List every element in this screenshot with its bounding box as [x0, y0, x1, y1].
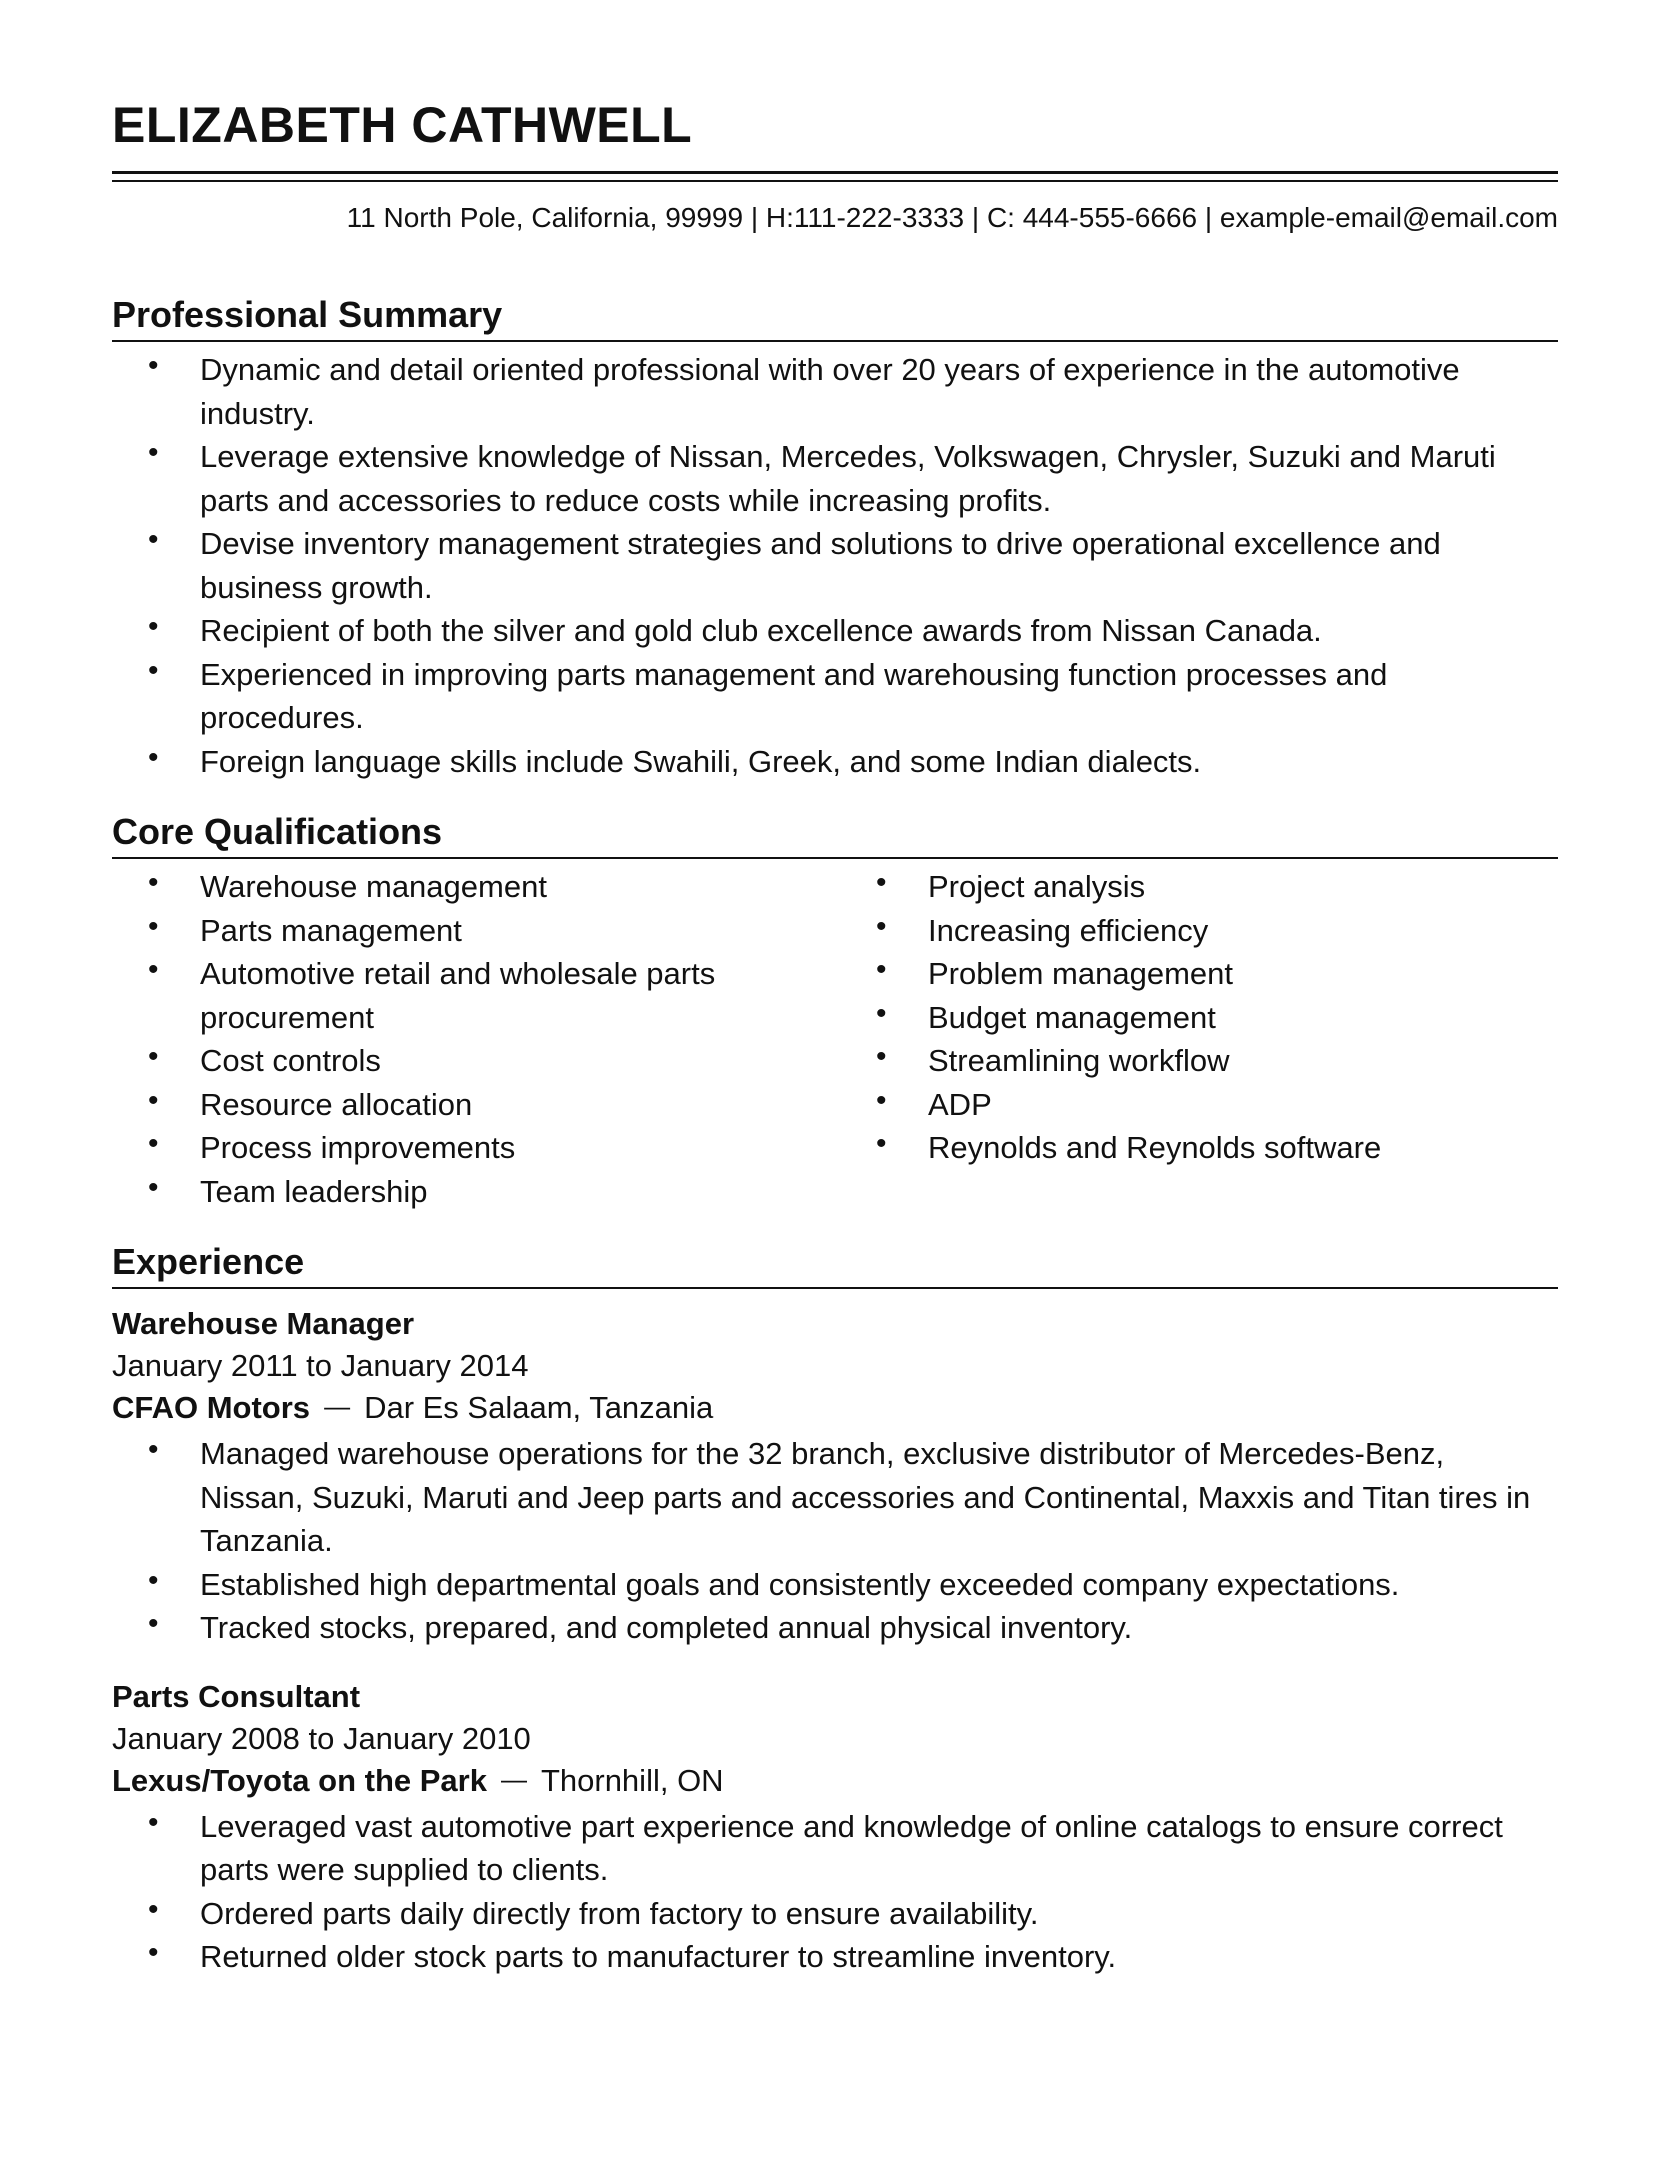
qualification-item: • Cost controls	[112, 1039, 840, 1083]
qualification-item: • Process improvements	[112, 1126, 840, 1170]
summary-item: • Recipient of both the silver and gold club excellence awards from Nissan Canada.	[112, 609, 1558, 653]
company-separator: —	[324, 1391, 351, 1421]
qualification-item: • Resource allocation	[112, 1083, 840, 1127]
job-title: Parts Consultant	[112, 1678, 361, 1714]
job-entry	[112, 1676, 1558, 1979]
job-company-line	[112, 1760, 1558, 1803]
job-title: Warehouse Manager	[112, 1306, 415, 1341]
qualification-item: • Reynolds and Reynolds software	[840, 1126, 1558, 1170]
job-bullet: • Established high departmental goals and consistently exceeded company expectations.	[112, 1563, 1558, 1607]
section-title-experience: Experience	[112, 1239, 1558, 1289]
company-name: CFAO Motors	[112, 1390, 311, 1425]
qualifications-right-list	[840, 865, 1558, 1213]
summary-item: • Devise inventory management strategies and solutions to drive operational excellence and business growth.	[112, 522, 1558, 609]
job-bullets	[112, 1432, 1558, 1650]
job-entry	[112, 1303, 1558, 1650]
company-name: Lexus/Toyota on the Park	[112, 1762, 487, 1798]
summary-list	[112, 348, 1558, 783]
section-title-summary: Professional Summary	[112, 292, 1558, 342]
section-title-qualifications: Core Qualifications	[112, 809, 1558, 859]
qualification-item: • Budget management	[840, 996, 1558, 1040]
qualification-item: • Team leadership	[112, 1170, 840, 1214]
job-bullet: • Managed warehouse operations for the 32 branch, exclusive distributor of Mercedes-Benz, Nissan, Suzuki, Maruti and Jeep parts and accessories and Continental, Maxxis and Titan tires in Tanzania.	[112, 1432, 1558, 1563]
qualification-item: • Increasing efficiency	[840, 909, 1558, 953]
job-bullet: • Leveraged vast automotive part experience and knowledge of online catalogs to ensure correct parts were supplied to clients.	[112, 1805, 1558, 1892]
summary-item: • Leverage extensive knowledge of Nissan, Mercedes, Volkswagen, Chrysler, Suzuki and Maruti parts and accessories to reduce costs while increasing profits.	[112, 435, 1558, 522]
qualification-item: • Warehouse management	[112, 865, 840, 909]
job-bullet: • Ordered parts daily directly from factory to ensure availability.	[112, 1892, 1558, 1936]
contact-line: 11 North Pole, California, 99999 | H:111-222-3333 | C: 444-555-6666 | example-email@email.com	[346, 202, 1558, 233]
job-dates: January 2011 to January 2014	[112, 1348, 529, 1383]
header-divider	[112, 171, 1558, 182]
qualification-item: • Automotive retail and wholesale parts procurement	[112, 952, 840, 1039]
job-bullet: • Tracked stocks, prepared, and completed annual physical inventory.	[112, 1606, 1558, 1650]
qualifications-left-list	[112, 865, 840, 1213]
job-bullets	[112, 1805, 1558, 1979]
section-professional-summary	[112, 292, 1558, 783]
job-dates: January 2008 to January 2010	[112, 1720, 531, 1756]
qualifications-columns	[112, 865, 1558, 1213]
section-experience	[112, 1239, 1558, 1979]
summary-item: • Dynamic and detail oriented professional with over 20 years of experience in the automotive industry.	[112, 348, 1558, 435]
qualification-item: • Problem management	[840, 952, 1558, 996]
qualification-item: • Project analysis	[840, 865, 1558, 909]
job-company-line	[112, 1387, 1558, 1430]
qualification-item: • Streamlining workflow	[840, 1039, 1558, 1083]
summary-item: • Experienced in improving parts management and warehousing function processes and procedures.	[112, 653, 1558, 740]
qualification-item: • Parts management	[112, 909, 840, 953]
company-location: Thornhill, ON	[540, 1762, 724, 1798]
company-location: Dar Es Salaam, Tanzania	[364, 1390, 714, 1425]
summary-item: • Foreign language skills include Swahili, Greek, and some Indian dialects.	[112, 740, 1558, 784]
qualification-item: • ADP	[840, 1083, 1558, 1127]
section-core-qualifications	[112, 809, 1558, 1213]
resume-page	[112, 95, 1558, 1979]
job-bullet: • Returned older stock parts to manufacturer to streamline inventory.	[112, 1935, 1558, 1979]
applicant-name: ELIZABETH CATHWELL	[112, 97, 693, 153]
company-separator: —	[500, 1763, 527, 1794]
